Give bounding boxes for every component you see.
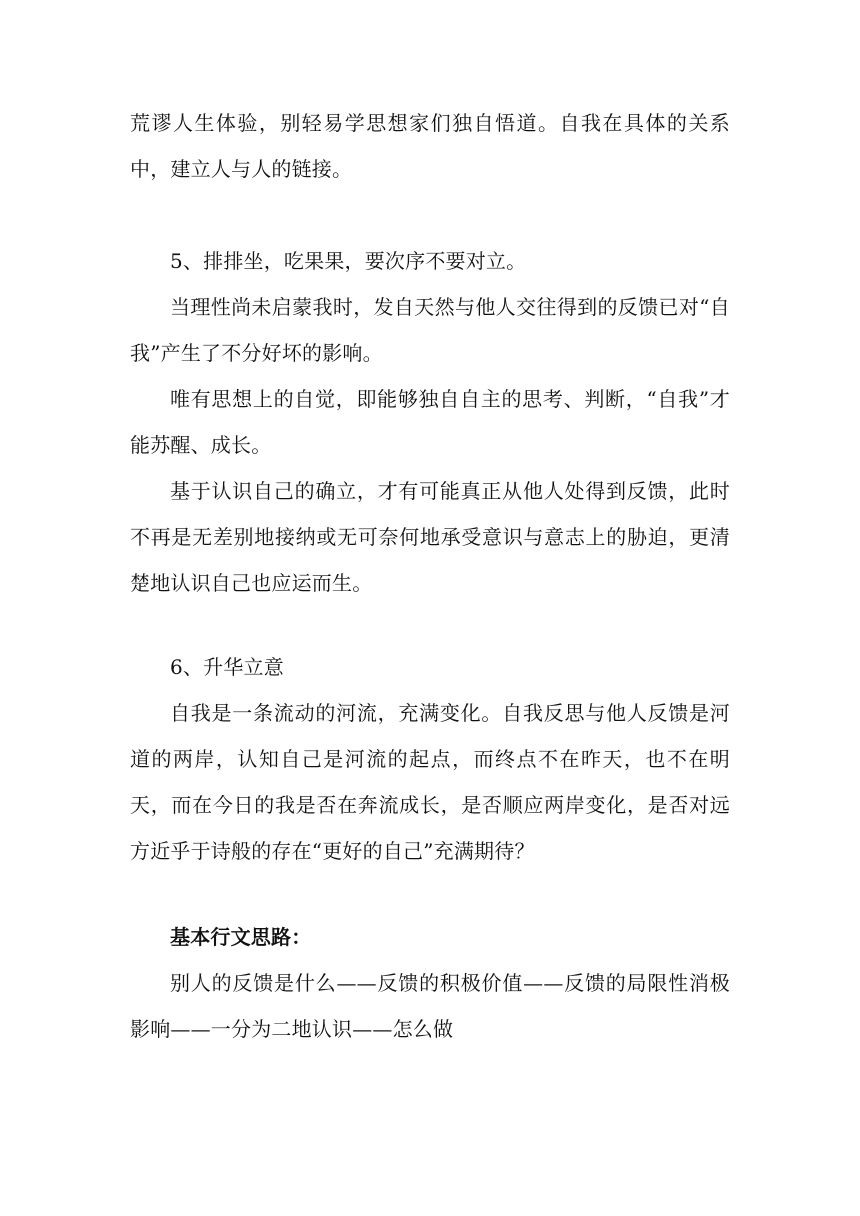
- paragraph-approach-outline: 别人的反馈是什么——反馈的积极价值——反馈的局限性消极影响——一分为二地认识——怎么做: [130, 971, 730, 1041]
- paragraph-river-metaphor: 自我是一条流动的河流，充满变化。自我反思与他人反馈是河道的两岸，认知自己是河流的起点，而终点不在昨天，也不在明天，而在今日的我是否在奔流成长，是否顺应两岸变化，是否对远方近乎于诗般的存在“更好的自己”充满期待？: [130, 701, 730, 863]
- paragraph-reason-feedback: 当理性尚未启蒙我时，发自天然与他人交往得到的反馈已对“自我”产生了不分好坏的影响。: [130, 295, 730, 365]
- paragraph-recognition: 基于认识自己的确立，才有可能真正从他人处得到反馈，此时不再是无差别地接纳或无可奈何地承受意识与意志上的胁迫，更清楚地认识自己也应运而生。: [130, 479, 730, 595]
- heading-basic-approach: 基本行文思路：: [170, 925, 312, 949]
- paragraph-continuation: 荒谬人生体验，别轻易学思想家们独自悟道。自我在具体的关系中，建立人与人的链接。: [130, 111, 730, 181]
- paragraph-self-awareness: 唯有思想上的自觉，即能够独自自主的思考、判断，“自我”才能苏醒、成长。: [130, 387, 730, 457]
- section-heading-6: 6、升华立意: [170, 655, 284, 679]
- section-heading-5: 5、排排坐，吃果果，要次序不要对立。: [170, 249, 527, 273]
